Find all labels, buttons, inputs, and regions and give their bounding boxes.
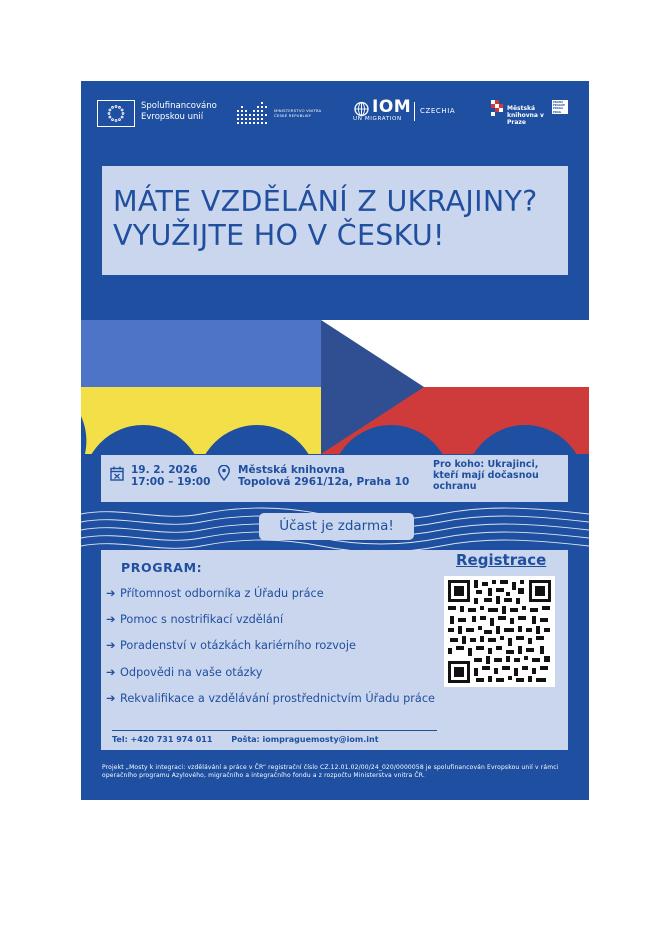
headline-box	[102, 166, 568, 275]
program-item-text: Přítomnost odborníka z Úřadu práce	[120, 587, 324, 600]
arrow-right-icon: ➔	[106, 665, 116, 679]
location-pin-icon	[218, 465, 230, 485]
event-info-strip	[101, 455, 568, 502]
event-time: 17:00 – 19:00	[131, 476, 211, 488]
venue-name: Městská knihovna	[238, 464, 345, 476]
program-item	[106, 692, 435, 718]
headline-line-1: MÁTE VZDĚLÁNÍ Z UKRAJINY?	[113, 185, 538, 218]
flag-bridge-illustration	[81, 320, 589, 454]
arrow-right-icon: ➔	[106, 613, 116, 627]
program-item-text: Poradenství v otázkách kariérního rozvoje	[120, 639, 356, 653]
partner-logos	[81, 81, 589, 145]
contact-divider	[112, 730, 437, 731]
program-heading: PROGRAM:	[121, 560, 203, 575]
free-admission-badge: Účast je zdarma!	[259, 513, 414, 540]
program-panel	[101, 550, 568, 750]
ministry-interior-label: MINISTERSTVO VNITRA ČESKÉ REPUBLIKY	[274, 108, 322, 118]
project-footnote: Projekt „Mosty k integraci: vzdělávání a práce v ČR“ registrační číslo CZ.12.01.02/00/24_020/0000058 je spolufinancován Evropskou unií v rámci operačního programu Azylového, migračního a integračního fondu a z rozpočtu Ministerstva vnitra ČR.	[102, 764, 559, 779]
arrow-right-icon: ➔	[106, 587, 116, 600]
library-logo-label: Městská knihovna v Praze	[507, 105, 544, 126]
venue-address: Topolová 2961/12a, Praha 10	[238, 476, 410, 488]
iom-wordmark: IOM	[372, 97, 412, 117]
arrow-right-icon: ➔	[106, 639, 116, 653]
qr-code-icon[interactable]	[444, 576, 555, 687]
event-date: 19. 2. 2026	[131, 464, 198, 476]
iom-country-label: CZECHIA	[420, 107, 456, 115]
eu-flag-icon	[97, 100, 135, 127]
contact-phone: Tel: +420 731 974 011	[112, 735, 213, 744]
program-item-text: Rekvalifikace a vzdělávání prostřednictvím Úřadu práce	[120, 691, 435, 705]
program-item-text: Odpovědi na vaše otázky	[120, 665, 263, 679]
event-venue	[238, 464, 409, 488]
program-item-text: Pomoc s nostrifikací vzdělání	[120, 613, 284, 627]
ministry-interior-logo-icon	[237, 102, 271, 130]
arrow-right-icon: ➔	[106, 691, 116, 705]
iom-tagline: UN MIGRATION	[353, 116, 402, 122]
eu-cofunded-label: Spolufinancováno Evropskou unií	[141, 101, 217, 122]
program-list	[106, 587, 435, 718]
prague-logo-box: PRAHA PRAGUE PRAGA PRAG PRAGA	[552, 100, 568, 114]
program-item	[106, 613, 435, 639]
event-date-time	[131, 464, 210, 488]
event-poster	[81, 81, 589, 800]
calendar-icon	[110, 466, 124, 485]
registration-link[interactable]: Registrace	[456, 551, 547, 569]
target-audience: Pro koho: Ukrajinci, kteří mají dočasnou ochranu	[433, 459, 539, 492]
library-logo-icon	[491, 100, 505, 120]
iom-divider	[414, 102, 415, 121]
contact-email: Pošta: iompraguemosty@iom.int	[231, 735, 379, 744]
program-item	[106, 639, 435, 665]
program-item	[106, 587, 435, 613]
program-item	[106, 666, 435, 692]
contact-line	[112, 735, 395, 744]
headline-line-2: VYUŽIJTE HO V ČESKU!	[113, 219, 445, 252]
